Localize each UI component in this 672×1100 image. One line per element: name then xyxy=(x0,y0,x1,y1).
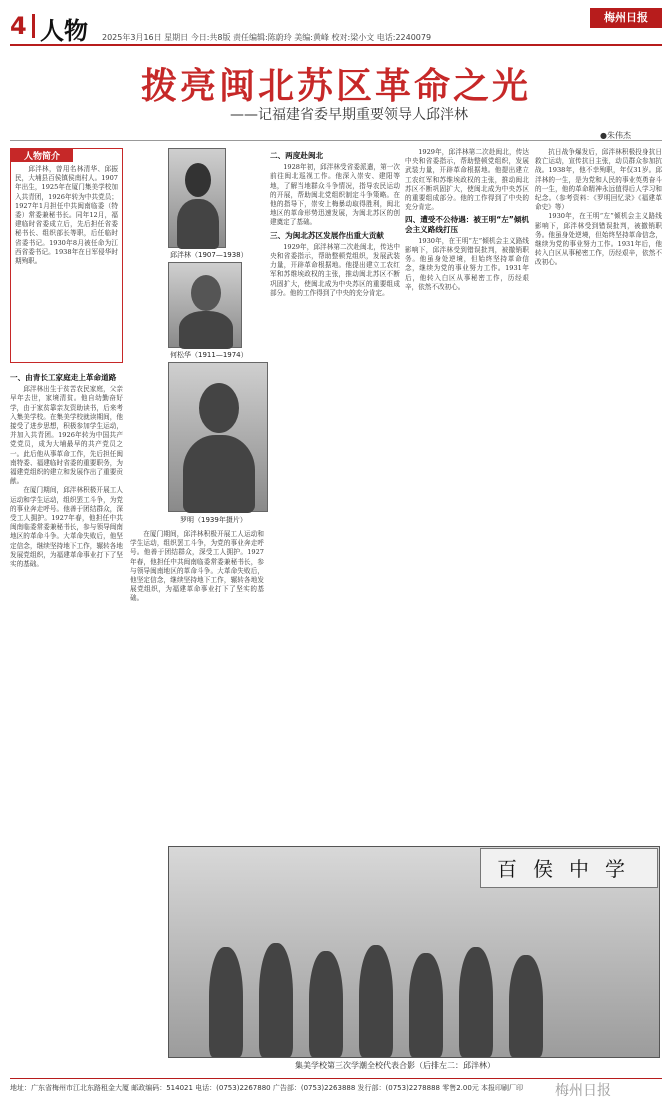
article-column-3 xyxy=(130,530,264,838)
column-text: 1929年，邱泮林第二次赴闽北，传达中央和省委指示，帮助整顿党组织，发展武装力量，开辟革命根据地。他提出建立工农红军和苏维埃政权的主张，推动闽北苏区不断巩固扩大，使闽北成为中央苏区的重要组成部分。他的工作得到了中央的充分肯定。 xyxy=(270,242,400,297)
article-column-2 xyxy=(270,148,400,838)
title-rule xyxy=(10,140,662,141)
portrait-he-songhua xyxy=(168,262,242,348)
article-column-5 xyxy=(535,148,662,838)
column-text: 1930年，在王明“左”倾机会主义路线影响下，邱泮林受到错误批判，被撤销职务。他虽身处逆境，但始终坚持革命信念，继续为党的事业努力工作。1931年后，他转入白区从事秘密工作，历经艰辛，依然不改初心。 xyxy=(535,212,662,267)
newspaper-logo: 梅州日报 xyxy=(590,8,662,28)
column-text: 在厦门期间，邱泮林积极开展工人运动和学生运动，组织罢工斗争，为党的事业奔走呼号。他善于团结群众，深受工人拥护。1927年春，他担任中共闽南临委常委兼秘书长，参与领导闽南地区的革命斗争。大革命失败后，他坚定信念，继续坚持地下工作，辗转各地发展党组织，为福建革命事业打下了坚实的基础。 xyxy=(10,486,123,569)
portrait-caption-3: 罗明（1939年摄片） xyxy=(180,516,247,524)
column-text: 抗日战争爆发后，邱泮林积极投身抗日救亡运动，宣传抗日主张，动员群众参加抗战。1938年，他不幸殉职，年仅31岁。邱泮林的一生，是为党和人民的事业英勇奋斗的一生，他的革命精神永远值得后人学习和纪念。（参考资料：《罗明回忆录》《福建革命史》等） xyxy=(535,148,662,212)
section-heading-1: 一、由青长工家庭走上革命道路 xyxy=(10,373,117,382)
portrait-caption-1: 邱泮林（1907—1938） xyxy=(170,251,248,259)
section-heading-3: 三、为闽北苏区发展作出重大贡献 xyxy=(270,230,384,240)
page-header xyxy=(10,6,662,46)
article-column-4 xyxy=(405,148,529,838)
profile-box xyxy=(10,148,123,363)
watermark-logo: 梅州日报 xyxy=(555,1083,611,1099)
article-title: 拨亮闽北苏区革命之光 xyxy=(140,65,531,107)
profile-text: 邱泮林，曾用名林清华、邱振民，大埔县百侯镇侯南村人。1907年出生，1925年在厦门集美学校加入共青团，1926年转为中共党员；1927年1月担任中共闽南临委（特委）常委兼秘书长。同年12月，福建临时省委成立后，先后担任省委秘书长、组织部长等职，后任临时省委书记。1930年8月被任命为江西省委书记。1938年在日军侵华时期殉职。 xyxy=(15,165,118,266)
column-text: 邱泮林出生于贫苦农民家庭，父亲早年去世，家境清贫。他自幼勤奋好学，由于家贫靠亲友资助读书，后来考入集美学校。在集美学校就读期间，他接受了进步思想，积极参加学生运动，并加入共青团。1926年转为中国共产党党员，成为大埔最早的共产党员之一。此后他从事革命工作，先后担任闽南特委、福建临时省委的重要职务，为福建党组织的建立和发展作出了重要贡献。 xyxy=(10,385,123,486)
group-photo-caption: 集美学校第三次学潮全校代表合影（后排左二：邱泮林） xyxy=(295,1061,495,1070)
section-name: 人物 xyxy=(40,17,88,45)
section-divider xyxy=(32,14,35,38)
profile-heading: 人物简介 xyxy=(11,149,73,162)
portrait-luo-ming xyxy=(168,362,268,512)
school-gate-sign: 百侯中学 xyxy=(480,848,658,888)
section-heading-4: 四、遭受不公待遇：被王明“左”倾机会主义路线打压 xyxy=(405,215,529,234)
column-text: 1929年，邱泮林第二次赴闽北，传达中央和省委指示，帮助整顿党组织，发展武装力量，开辟革命根据地。他提出建立工农红军和苏维埃政权的主张，推动闽北苏区不断巩固扩大，使闽北成为中央苏区的重要组成部分。他的工作得到了中央的充分肯定。 xyxy=(405,148,529,212)
header-meta: 2025年3月16日 星期日 今日:共8版 责任编辑:陈蔚玲 美编:黄峰 校对:梁小文 电话:2240079 xyxy=(102,33,432,42)
page-footer: 地址：广东省梅州市江北东路租金大厦 邮政编码：514021 电话：(0753)2267880 广告部：(0753)2263888 发行部：(0753)2278888 零售2.00元 本报印刷厂印 xyxy=(10,1078,662,1093)
portrait-caption-2: 何松华（1911—1974） xyxy=(170,351,248,359)
section-heading-2: 二、两度赴闽北 xyxy=(270,151,324,160)
article-column-1 xyxy=(10,370,123,1070)
column-text: 1928年初，邱泮林受省委派遣，第一次前往闽北巡视工作。他深入崇安、建阳等地，了解当地群众斗争情况，指导农民运动的开展，帮助闽北党组织制定斗争策略。在他的指导下，崇安上梅暴动取得胜利，闽北地区的革命形势迅速发展，为闽北苏区的创建奠定了基础。 xyxy=(270,163,400,227)
section-number: 4 xyxy=(10,12,27,40)
article-column-narrow xyxy=(130,148,164,528)
portrait-qiu-panlin xyxy=(168,148,226,248)
article-byline: ●朱伟杰 xyxy=(600,131,631,140)
column-text: 在厦门期间，邱泮林积极开展工人运动和学生运动，组织罢工斗争，为党的事业奔走呼号。他善于团结群众，深受工人拥护。1927年春，他担任中共闽南临委常委兼秘书长，参与领导闽南地区的革命斗争。大革命失败后，他坚定信念，继续坚持地下工作，辗转各地发展党组织，为福建革命事业打下了坚实的基础。 xyxy=(130,530,264,603)
article-subtitle: ——记福建省委早期重要领导人邱泮林 xyxy=(230,107,468,123)
column-text: 1930年，在王明“左”倾机会主义路线影响下，邱泮林受到错误批判，被撤销职务。他虽身处逆境，但始终坚持革命信念，继续为党的事业努力工作。1931年后，他转入白区从事秘密工作，历经艰辛，依然不改初心。 xyxy=(405,236,529,291)
